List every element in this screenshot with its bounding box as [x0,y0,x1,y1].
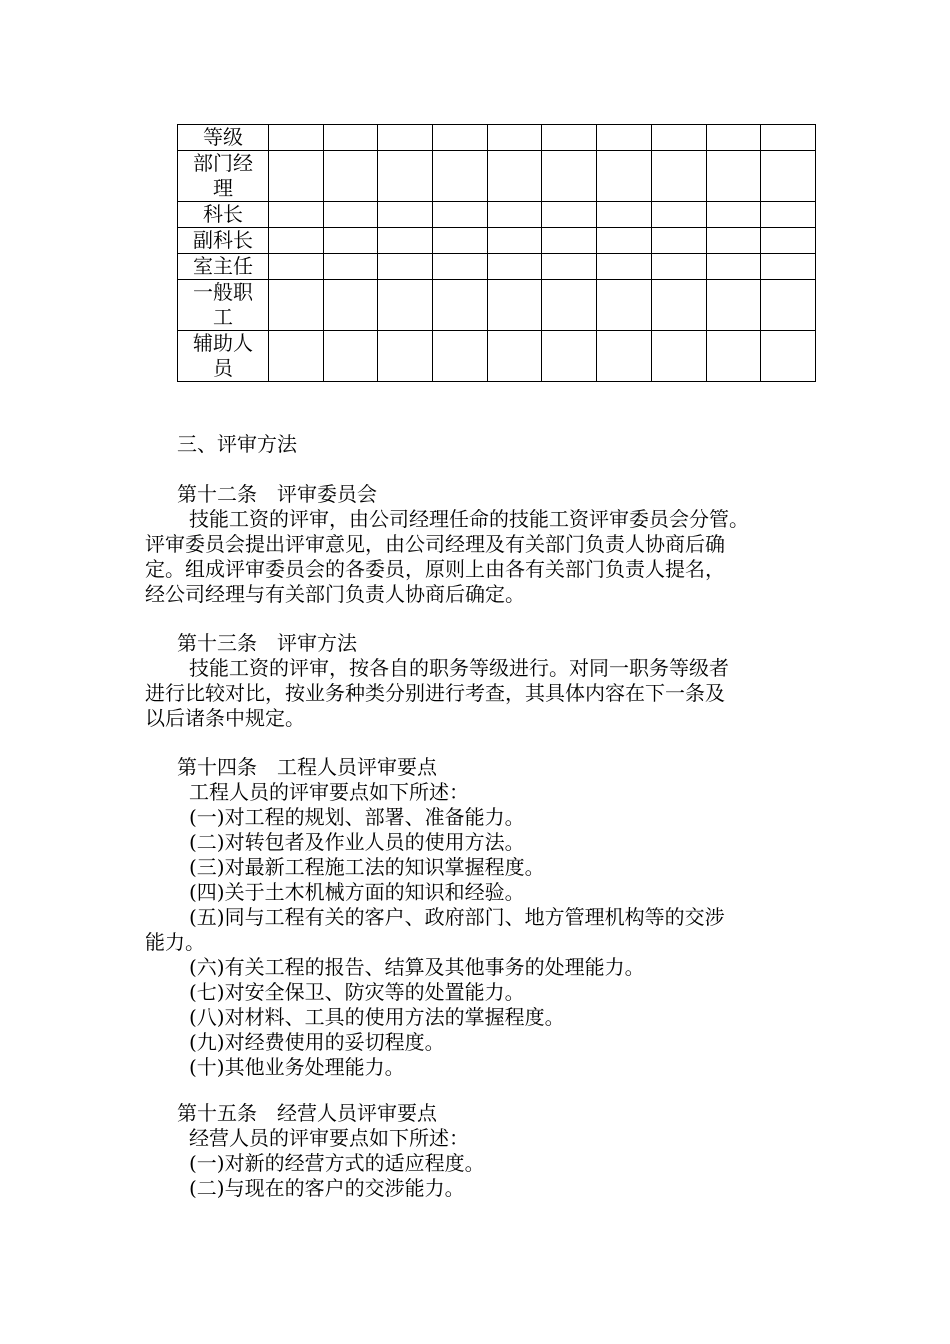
grade-table-cell [323,202,378,228]
grade-table-cell [487,151,542,202]
grade-table [177,124,816,382]
list-item: (四)关于土木机械方面的知识和经验。 [189,880,525,904]
grade-table-cell [269,331,324,382]
grade-table-cell [433,280,488,331]
grade-table-cell [761,228,816,254]
grade-table-cell [597,202,652,228]
grade-table-cell [269,280,324,331]
article-14 [145,755,815,1080]
grade-row-label-line: 副科长 [193,228,253,252]
grade-row-label [178,151,269,202]
list-item: (九)对经费使用的妥切程度。 [189,1030,445,1054]
grade-table-cell [269,151,324,202]
grade-table-cell [433,331,488,382]
grade-row-label-line: 辅助人 [193,331,253,355]
list-item: (六)有关工程的报告、结算及其他事务的处理能力。 [189,955,645,979]
grade-table-cell [542,280,597,331]
grade-row-label-line: 工 [213,305,233,329]
grade-row-label [178,254,269,280]
grade-table-cell [597,125,652,151]
grade-row-label-line: 员 [213,356,233,380]
list-item: (一)对工程的规划、部署、准备能力。 [189,805,525,829]
grade-table-cell [542,228,597,254]
grade-row-label-line: 部门经 [193,151,253,175]
article-12-line: 定。组成评审委员会的各委员，原则上由各有关部门负责人提名， [145,557,725,581]
grade-table-cell [706,228,761,254]
grade-table-cell [651,202,706,228]
grade-row-label [178,228,269,254]
grade-row-label-line: 等级 [203,125,243,149]
grade-table-cell [433,125,488,151]
grade-table-cell [487,280,542,331]
grade-table-cell [378,151,433,202]
list-item: (十)其他业务处理能力。 [189,1055,405,1079]
grade-table-cell [651,254,706,280]
grade-table-cell [433,202,488,228]
grade-table-cell [323,228,378,254]
grade-table-cell [269,254,324,280]
grade-table-cell [378,280,433,331]
grade-table-cell [651,125,706,151]
grade-table-cell [269,202,324,228]
grade-table-cell [706,331,761,382]
grade-table-cell [597,280,652,331]
grade-table-cell [323,151,378,202]
grade-row-label [178,202,269,228]
list-item: (一)对新的经营方式的适应程度。 [189,1151,485,1175]
grade-table-cell [323,280,378,331]
grade-table-cell [706,202,761,228]
grade-table-cell [378,254,433,280]
grade-row-label-line: 理 [213,176,233,200]
grade-table-cell [597,254,652,280]
article-13-heading: 第十三条 评审方法 [177,631,357,655]
grade-table-cell [651,151,706,202]
list-item: (五)同与工程有关的客户、政府部门、地方管理机构等的交涉 [189,905,725,929]
grade-table-cell [706,280,761,331]
grade-table-row [178,202,816,228]
grade-table-cell [706,151,761,202]
article-14-heading: 第十四条 工程人员评审要点 [177,755,437,779]
grade-table-cell [706,125,761,151]
grade-row-label [178,331,269,382]
article-12-heading: 第十二条 评审委员会 [177,482,377,506]
section-title: 三、评审方法 [177,432,297,456]
article-13 [145,631,815,731]
grade-table-cell [597,151,652,202]
grade-table-cell [378,331,433,382]
grade-table-cell [597,331,652,382]
grade-table-cell [378,228,433,254]
grade-table-cell [651,280,706,331]
grade-table-cell [761,202,816,228]
article-15-heading: 第十五条 经营人员评审要点 [177,1101,437,1125]
list-item: (二)与现在的客户的交涉能力。 [189,1176,465,1200]
list-item: (三)对最新工程施工法的知识掌握程度。 [189,855,545,879]
article-13-line: 以后诸条中规定。 [145,706,305,730]
grade-table-cell [706,254,761,280]
grade-table-cell [323,331,378,382]
article-12-line: 评审委员会提出评审意见，由公司经理及有关部门负责人协商后确 [145,532,725,556]
article-13-line: 进行比较对比，按业务种类分别进行考查，其具体内容在下一条及 [145,681,725,705]
grade-table-cell [269,228,324,254]
grade-table-cell [761,254,816,280]
grade-table-cell [542,151,597,202]
grade-table-cell [487,254,542,280]
grade-table-row [178,151,816,202]
grade-row-label [178,280,269,331]
list-item: (七)对安全保卫、防灾等的处置能力。 [189,980,525,1004]
grade-table-cell [542,331,597,382]
grade-table-cell [323,254,378,280]
grade-table-cell [323,125,378,151]
grade-table-cell [378,202,433,228]
grade-table-cell [487,125,542,151]
grade-table-cell [597,228,652,254]
grade-table-cell [433,228,488,254]
grade-table-cell [542,125,597,151]
grade-row-label [178,125,269,151]
grade-table-cell [651,331,706,382]
grade-table-cell [761,125,816,151]
list-item-continuation: 能力。 [145,930,205,954]
article-12-line: 经公司经理与有关部门负责人协商后确定。 [145,582,525,606]
grade-table-cell [761,331,816,382]
grade-table-cell [487,331,542,382]
grade-table-row [178,331,816,382]
grade-table-cell [433,151,488,202]
grade-table-cell [761,151,816,202]
grade-table-cell [542,202,597,228]
grade-table-cell [487,202,542,228]
article-13-line: 技能工资的评审，按各自的职务等级进行。对同一职务等级者 [189,656,729,680]
grade-table-row [178,280,816,331]
section-title-block [145,432,815,457]
list-item: (二)对转包者及作业人员的使用方法。 [189,830,525,854]
grade-table-cell [269,125,324,151]
grade-table-cell [378,125,433,151]
grade-row-label-line: 科长 [203,202,243,226]
grade-row-label-line: 一般职 [193,280,253,304]
grade-table-cell [542,254,597,280]
article-15 [145,1101,815,1201]
grade-table-cell [761,280,816,331]
article-14-intro: 工程人员的评审要点如下所述： [189,780,469,804]
grade-table-body [178,125,816,382]
list-item: (八)对材料、工具的使用方法的掌握程度。 [189,1005,565,1029]
grade-table-row [178,254,816,280]
article-12 [145,482,815,607]
grade-table-cell [651,228,706,254]
grade-table-cell [487,228,542,254]
grade-table-cell [433,254,488,280]
article-12-line: 技能工资的评审，由公司经理任命的技能工资评审委员会分管。 [189,507,749,531]
grade-table-row [178,228,816,254]
article-15-intro: 经营人员的评审要点如下所述： [189,1126,469,1150]
grade-table-row [178,125,816,151]
grade-row-label-line: 室主任 [193,254,253,278]
